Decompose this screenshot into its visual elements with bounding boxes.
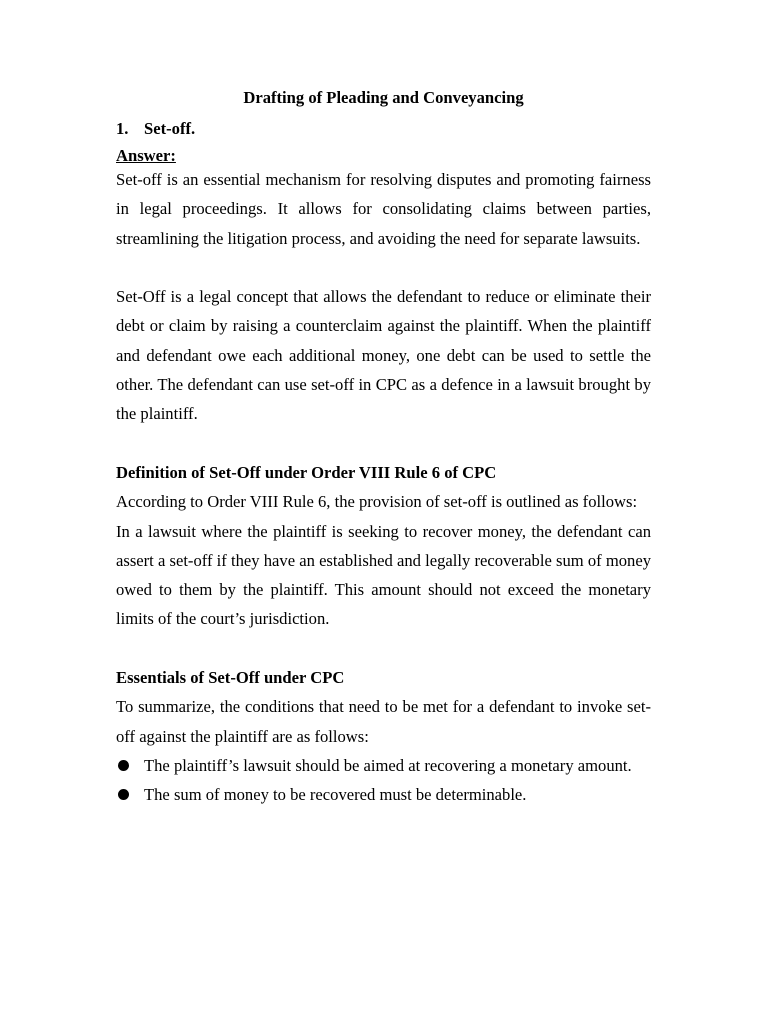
document-page [116, 86, 651, 810]
list-item [116, 780, 651, 809]
list-item-text: The plaintiff’s lawsuit should be aimed at recovering a monetary amount. [144, 755, 632, 775]
answer-label: Answer: [116, 146, 176, 165]
paragraph-gap [116, 429, 651, 458]
definition-paragraph: According to Order VIII Rule 6, the provision of set-off is outlined as follows: [116, 492, 638, 512]
paragraph-gap [116, 634, 651, 663]
concept-paragraph: Set-Off is a legal concept that allows the defendant to reduce or eliminate their debt or claim by raising a counterclaim against the plaintiff. When the plaintiff and defendant owe each additional money, one debt can be used to settle the other. The defendant can use set-off in CPC as a defence in a lawsuit brought by the plaintiff. [116, 287, 651, 424]
section-heading-essentials: Essentials of Set-Off under CPC [116, 668, 345, 688]
essentials-list [116, 751, 651, 810]
definition-paragraph: In a lawsuit where the plaintiff is seeking to recover money, the defendant can assert a set-off if they have an established and legally recoverable sum of money owed to them by the plaintiff. This amount should not exceed the monetary limits of the court’s jurisdiction. [116, 521, 651, 629]
question-heading [116, 117, 651, 141]
essentials-intro: To summarize, the conditions that need to be met for a defendant to invoke set-off against the plaintiff are as follows: [116, 697, 651, 746]
intro-paragraph: Set-off is an essential mechanism for resolving disputes and promoting fairness in legal proceedings. It allows for consolidating claims between parties, streamlining the litigation process, and avoiding the need for separate lawsuits. [116, 170, 651, 248]
list-item [116, 751, 651, 780]
paragraph-gap [116, 253, 651, 282]
bullet-dot-icon [118, 789, 129, 800]
question-text: Set-off. [144, 119, 196, 138]
section-heading-definition: Definition of Set-Off under Order VIII Rule 6 of CPC [116, 462, 497, 482]
document-title: Drafting of Pleading and Conveyancing [243, 88, 524, 107]
bullet-dot-icon [118, 760, 129, 771]
list-item-text: The sum of money to be recovered must be determinable. [144, 785, 527, 805]
question-number: 1. [116, 119, 129, 138]
